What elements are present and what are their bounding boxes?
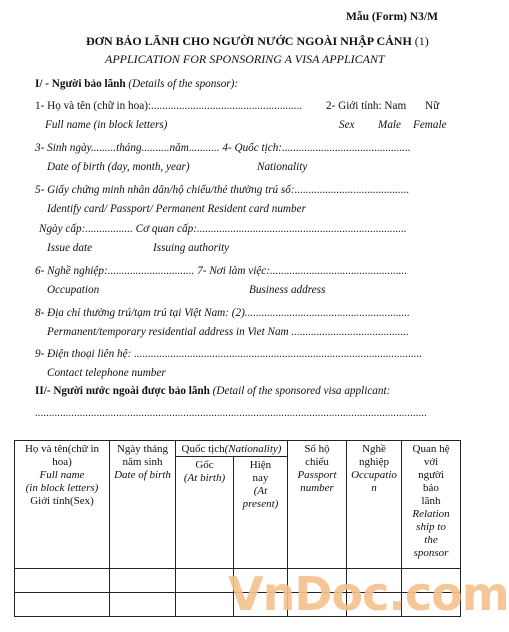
label-issuing-authority-en: Issuing authority	[153, 242, 230, 254]
header-nationality-at-birth: Gốc (At birth)	[176, 457, 234, 569]
header-nationality: Quốc tịch(Nationality)	[176, 441, 288, 457]
field-phone: 9- Điện thoại liên hệ: .......................................................................................................	[35, 348, 423, 360]
header-passport-number: Số hộ chiếu Passport number	[288, 441, 347, 569]
field-address: 8- Địa chỉ thường trú/tạm trú tại Việt Nam: (2)...........................................................	[35, 307, 410, 319]
cell-nationality-at-birth[interactable]	[176, 593, 234, 617]
header-date-of-birth: Ngày tháng năm sinh Date of birth	[110, 441, 176, 569]
section2-dots: ............................................................................................................................................	[35, 408, 427, 419]
header-full-name: Họ và tên(chữ in hoa) Full name (in block letters) Giới tính(Sex)	[15, 441, 110, 569]
field-full-name: 1- Họ và tên (chữ in hoa):......................................................	[35, 100, 303, 112]
cell-full-name[interactable]	[15, 593, 110, 617]
label-full-name-en: Full name (in block letters)	[45, 119, 168, 131]
cell-nationality-at-birth[interactable]	[176, 569, 234, 593]
label-phone-en: Contact telephone number	[47, 367, 166, 379]
label-issue-date-en: Issue date	[47, 242, 93, 254]
field-sex-female-vi: Nữ	[425, 100, 440, 112]
field-id-number: 5- Giấy chứng minh nhân dân/hộ chiếu/thẻ thường trú số:.........................................	[35, 184, 410, 196]
cell-full-name[interactable]	[15, 569, 110, 593]
field-sex: 2- Giới tính: Nam	[326, 100, 407, 112]
label-business-address-en: Business address	[249, 284, 326, 296]
label-male-en: Male	[378, 119, 401, 131]
cell-date-of-birth[interactable]	[110, 569, 176, 593]
cell-date-of-birth[interactable]	[110, 593, 176, 617]
label-id-number-en: Identify card/ Passport/ Permanent Resident card number	[47, 203, 306, 215]
header-relationship: Quan hệ với người bảo lãnh Relation ship to the sponsor	[402, 441, 461, 569]
label-nationality-en: Nationality	[257, 161, 308, 173]
label-address-en: Permanent/temporary residential address in Viet Nam ..........................................	[47, 326, 409, 338]
field-issue-date-authority: Ngày cấp:................. Cơ quan cấp:...........................................................................	[39, 223, 407, 235]
label-occupation-en: Occupation	[47, 284, 100, 296]
title-english: APPLICATION FOR SPONSORING A VISA APPLICANT	[105, 52, 385, 66]
section1-heading: I/ - Người bảo lãnh (Details of the sponsor):	[35, 78, 239, 90]
watermark-logo: VnDoc.com	[228, 567, 509, 621]
section2-heading: II/- Người nước ngoài được bảo lãnh (Detail of the sponsored visa applicant:	[35, 385, 391, 397]
field-dob-nationality: 3- Sinh ngày.........tháng..........năm........... 4- Quốc tịch:..............................................	[35, 142, 411, 154]
title-vietnamese: ĐƠN BẢO LÃNH CHO NGƯỜI NƯỚC NGOÀI NHẬP CẢNH (1)	[86, 34, 429, 48]
field-occupation-business: 6- Nghề nghiệp:............................... 7- Nơi làm việc:.................................................	[35, 265, 408, 277]
header-occupation: Nghề nghiệp Occupatio n	[347, 441, 402, 569]
form-code: Mẫu (Form) N3/M	[346, 11, 438, 23]
label-dob-en: Date of birth (day, month, year)	[47, 161, 190, 173]
label-sex-en: Sex	[339, 119, 355, 131]
label-female-en: Female	[413, 119, 447, 131]
header-nationality-present: Hiện nay (At present)	[234, 457, 288, 569]
